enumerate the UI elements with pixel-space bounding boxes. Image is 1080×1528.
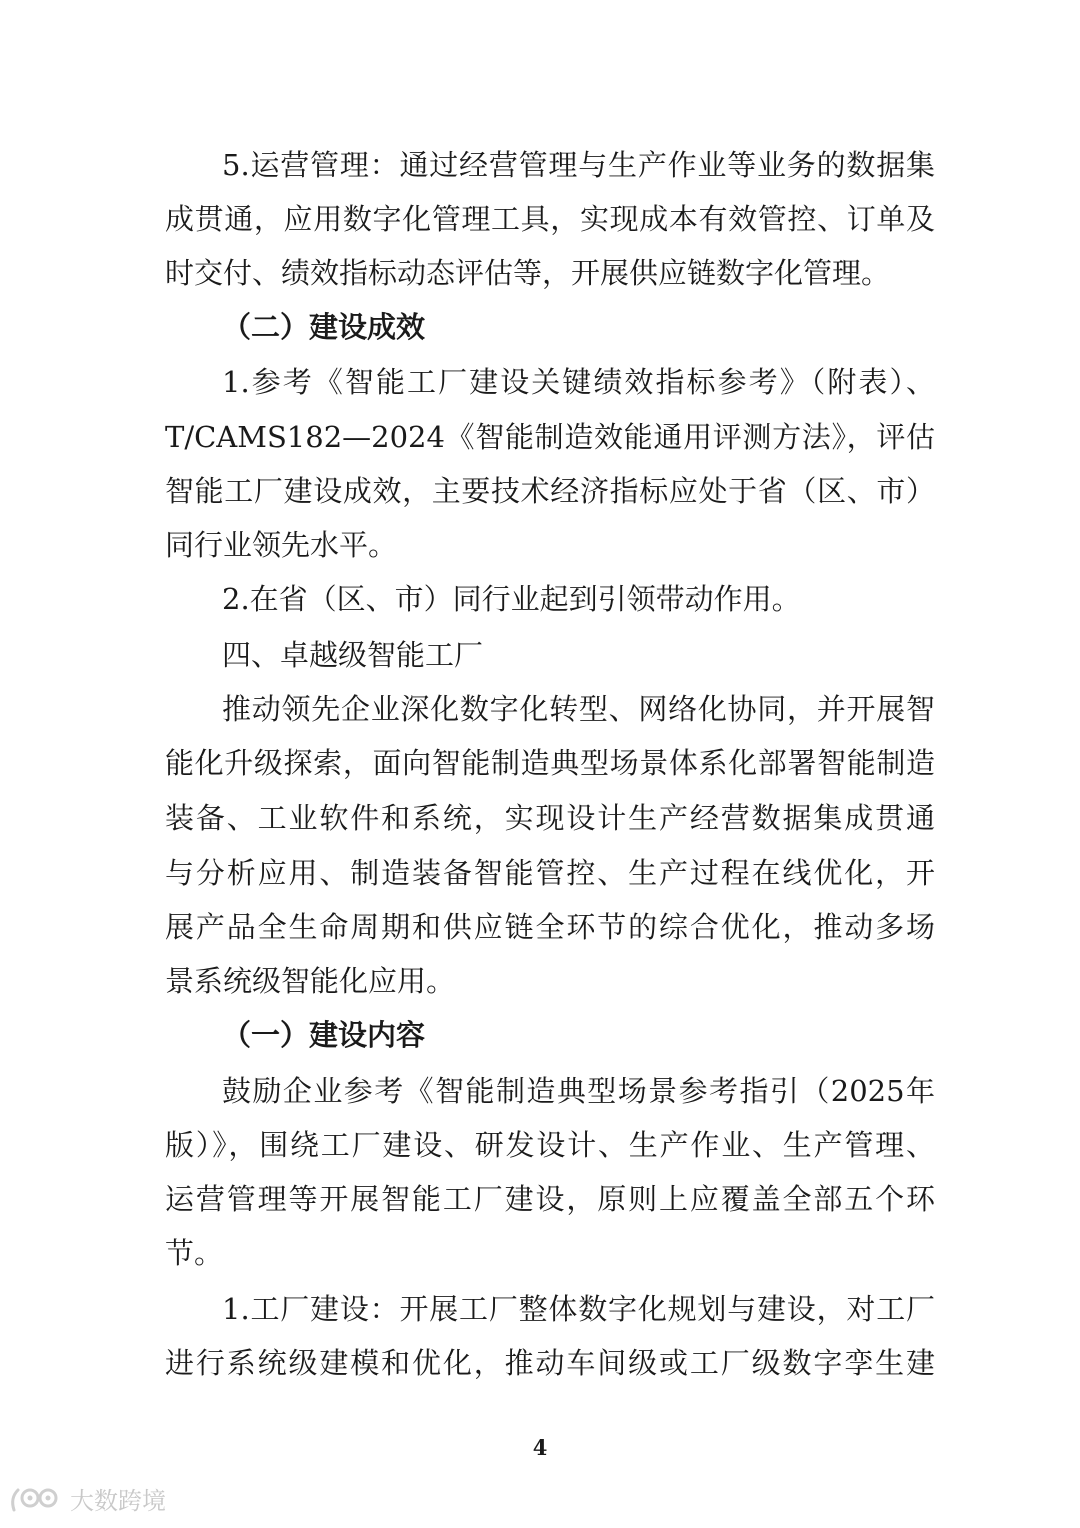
watermark-text: 大数跨境 [70,1486,166,1515]
section-heading: （二）建设成效 [222,310,426,344]
paragraph-line: 与分析应用、制造装备智能管控、生产过程在线优化，开 [165,856,935,890]
paragraph-line: 成贯通，应用数字化管理工具，实现成本有效管控、订单及 [165,202,935,236]
watermark [8,1476,166,1520]
paragraph-line: 智能工厂建设成效，主要技术经济指标应处于省（区、市） [165,474,935,508]
paragraph-line: 推动领先企业深化数字化转型、网络化协同，并开展智 [222,692,935,726]
paragraph-line: T/CAMS182—2024《智能制造效能通用评测方法》，评估 [165,420,935,454]
paragraph-line: 能化升级探索，面向智能制造典型场景体系化部署智能制造 [165,746,935,780]
paragraph-line: 鼓励企业参考《智能制造典型场景参考指引（2025年 [222,1074,935,1108]
paragraph-line: 进行系统级建模和优化，推动车间级或工厂级数字孪生建 [165,1346,935,1380]
paragraph-line: 1.参考《智能工厂建设关键绩效指标参考》（附表）、 [222,365,935,399]
paragraph-line: 同行业领先水平。 [165,528,398,562]
section-title: 四、卓越级智能工厂 [222,638,484,672]
paragraph-line: 节。 [165,1236,224,1270]
paragraph-line: 装备、工业软件和系统，实现设计生产经营数据集成贯通 [165,801,935,835]
paragraph-line: 版）》，围绕工厂建设、研发设计、生产作业、生产管理、 [165,1128,935,1162]
paragraph-line: 5.运营管理：通过经营管理与生产作业等业务的数据集 [222,148,935,182]
page-number: 4 [532,1435,548,1460]
watermark-logo-icon [8,1480,64,1516]
section-heading: （一）建设内容 [222,1018,426,1052]
paragraph-line: 运营管理等开展智能工厂建设，原则上应覆盖全部五个环 [165,1182,935,1216]
paragraph-line: 1.工厂建设：开展工厂整体数字化规划与建设，对工厂 [222,1292,935,1326]
paragraph-line: 时交付、绩效指标动态评估等，开展供应链数字化管理。 [165,256,891,290]
paragraph-line: 景系统级智能化应用。 [165,964,456,998]
paragraph-line: 2.在省（区、市）同行业起到引领带动作用。 [222,582,801,616]
paragraph-line: 展产品全生命周期和供应链全环节的综合优化，推动多场 [165,910,935,944]
